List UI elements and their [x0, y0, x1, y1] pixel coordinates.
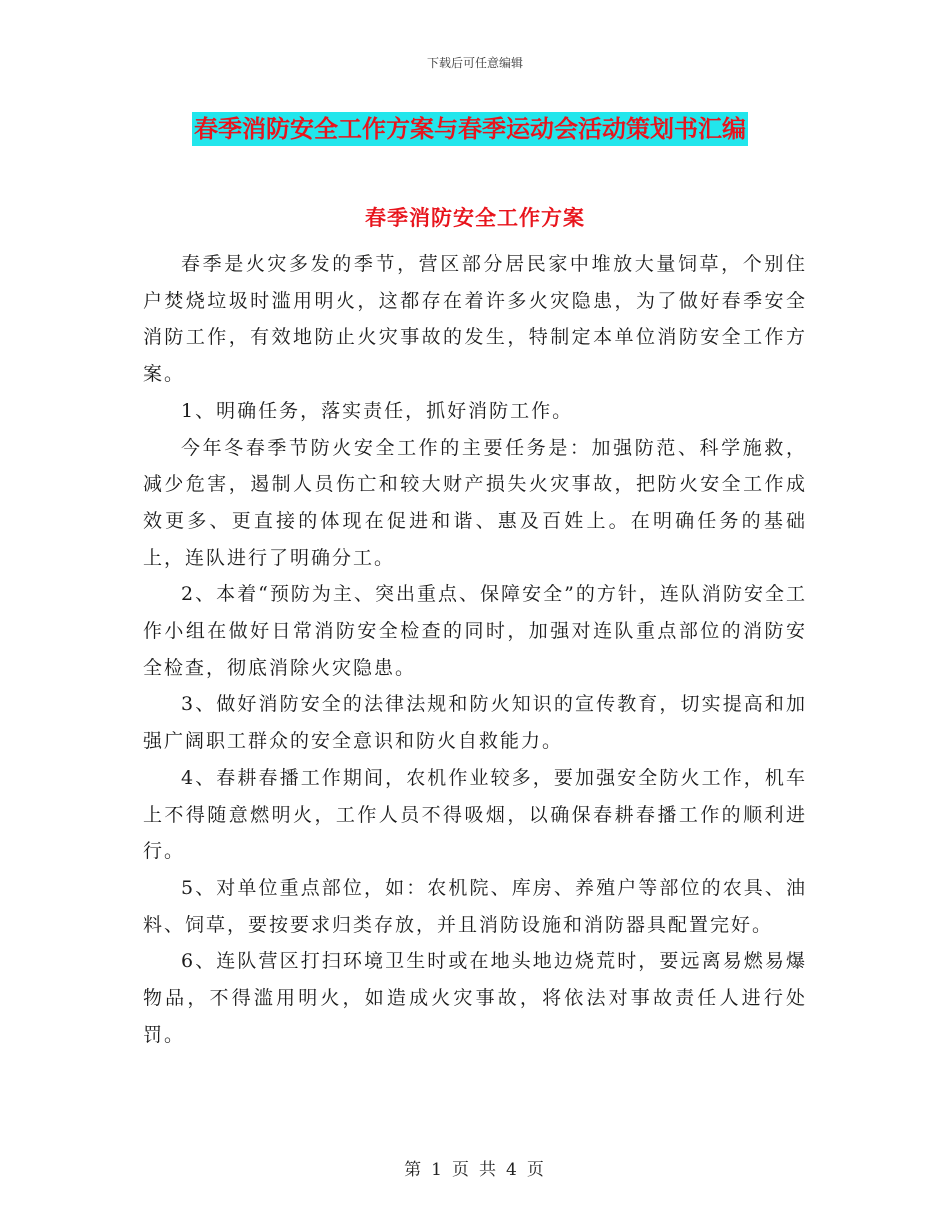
header-note: 下载后可任意编辑 — [426, 56, 523, 70]
footer-page-unit: 页 — [452, 1160, 471, 1180]
paragraph-item-6: 6、连队营区打扫环境卫生时或在地头地边烧荒时，要远离易燃易爆物品，不得滥用明火，如造成火灾事故，将依法对事故责任人进行处罚。 — [143, 950, 807, 1046]
footer-total-label: 共 — [479, 1160, 498, 1180]
footer-total-pages: 4 — [506, 1160, 519, 1180]
paragraph-intro: 春季是火灾多发的季节，营区部分居民家中堆放大量饲草，个别住户焚烧垃圾时滥用明火，这都存在着许多火灾隐患，为了做好春季安全消防工作，有效地防止火灾事故的发生，特制定本单位消防安全工作方案。 — [143, 253, 807, 386]
document-title: 春季消防安全工作方案与春季运动会活动策划书汇编 — [192, 112, 748, 146]
section-title: 春季消防安全工作方案 — [365, 205, 585, 230]
paragraph-item-3: 3、做好消防安全的法律法规和防火知识的宣传教育，切实提高和加强广阔职工群众的安全意识和防火自救能力。 — [143, 693, 807, 753]
footer-total-unit: 页 — [526, 1160, 546, 1180]
paragraph-item-4: 4、春耕春播工作期间，农机作业较多，要加强安全防火工作，机车上不得随意燃明火，工作人员不得吸烟，以确保春耕春播工作的顺利进行。 — [143, 766, 807, 863]
footer-page-label: 第 — [404, 1160, 424, 1180]
paragraph-item-2: 2、本着“预防为主、突出重点、保障安全”的方针，连队消防安全工作小组在做好日常消防安全检查的同时，加强对连队重点部位的消防安全检查，彻底消除火灾隐患。 — [143, 583, 807, 679]
page-footer — [0, 1155, 950, 1180]
paragraph-item-1: 1、明确任务，落实责任，抓好消防工作。 — [181, 399, 574, 422]
footer-page-number: 1 — [431, 1160, 444, 1180]
document-body — [143, 246, 807, 1053]
paragraph-item-5: 5、对单位重点部位，如：农机院、库房、养殖户等部位的农具、油料、饲草，要按要求归类存放，并且消防设施和消防器具配置完好。 — [143, 876, 807, 936]
paragraph-tasks: 今年冬春季节防火安全工作的主要任务是：加强防范、科学施救，减少危害，遏制人员伤亡和较大财产损失火灾事故，把防火安全工作成效更多、更直接的体现在促进和谐、惠及百姓上。在明确任务的基础上，连队进行了明确分工。 — [143, 436, 807, 569]
